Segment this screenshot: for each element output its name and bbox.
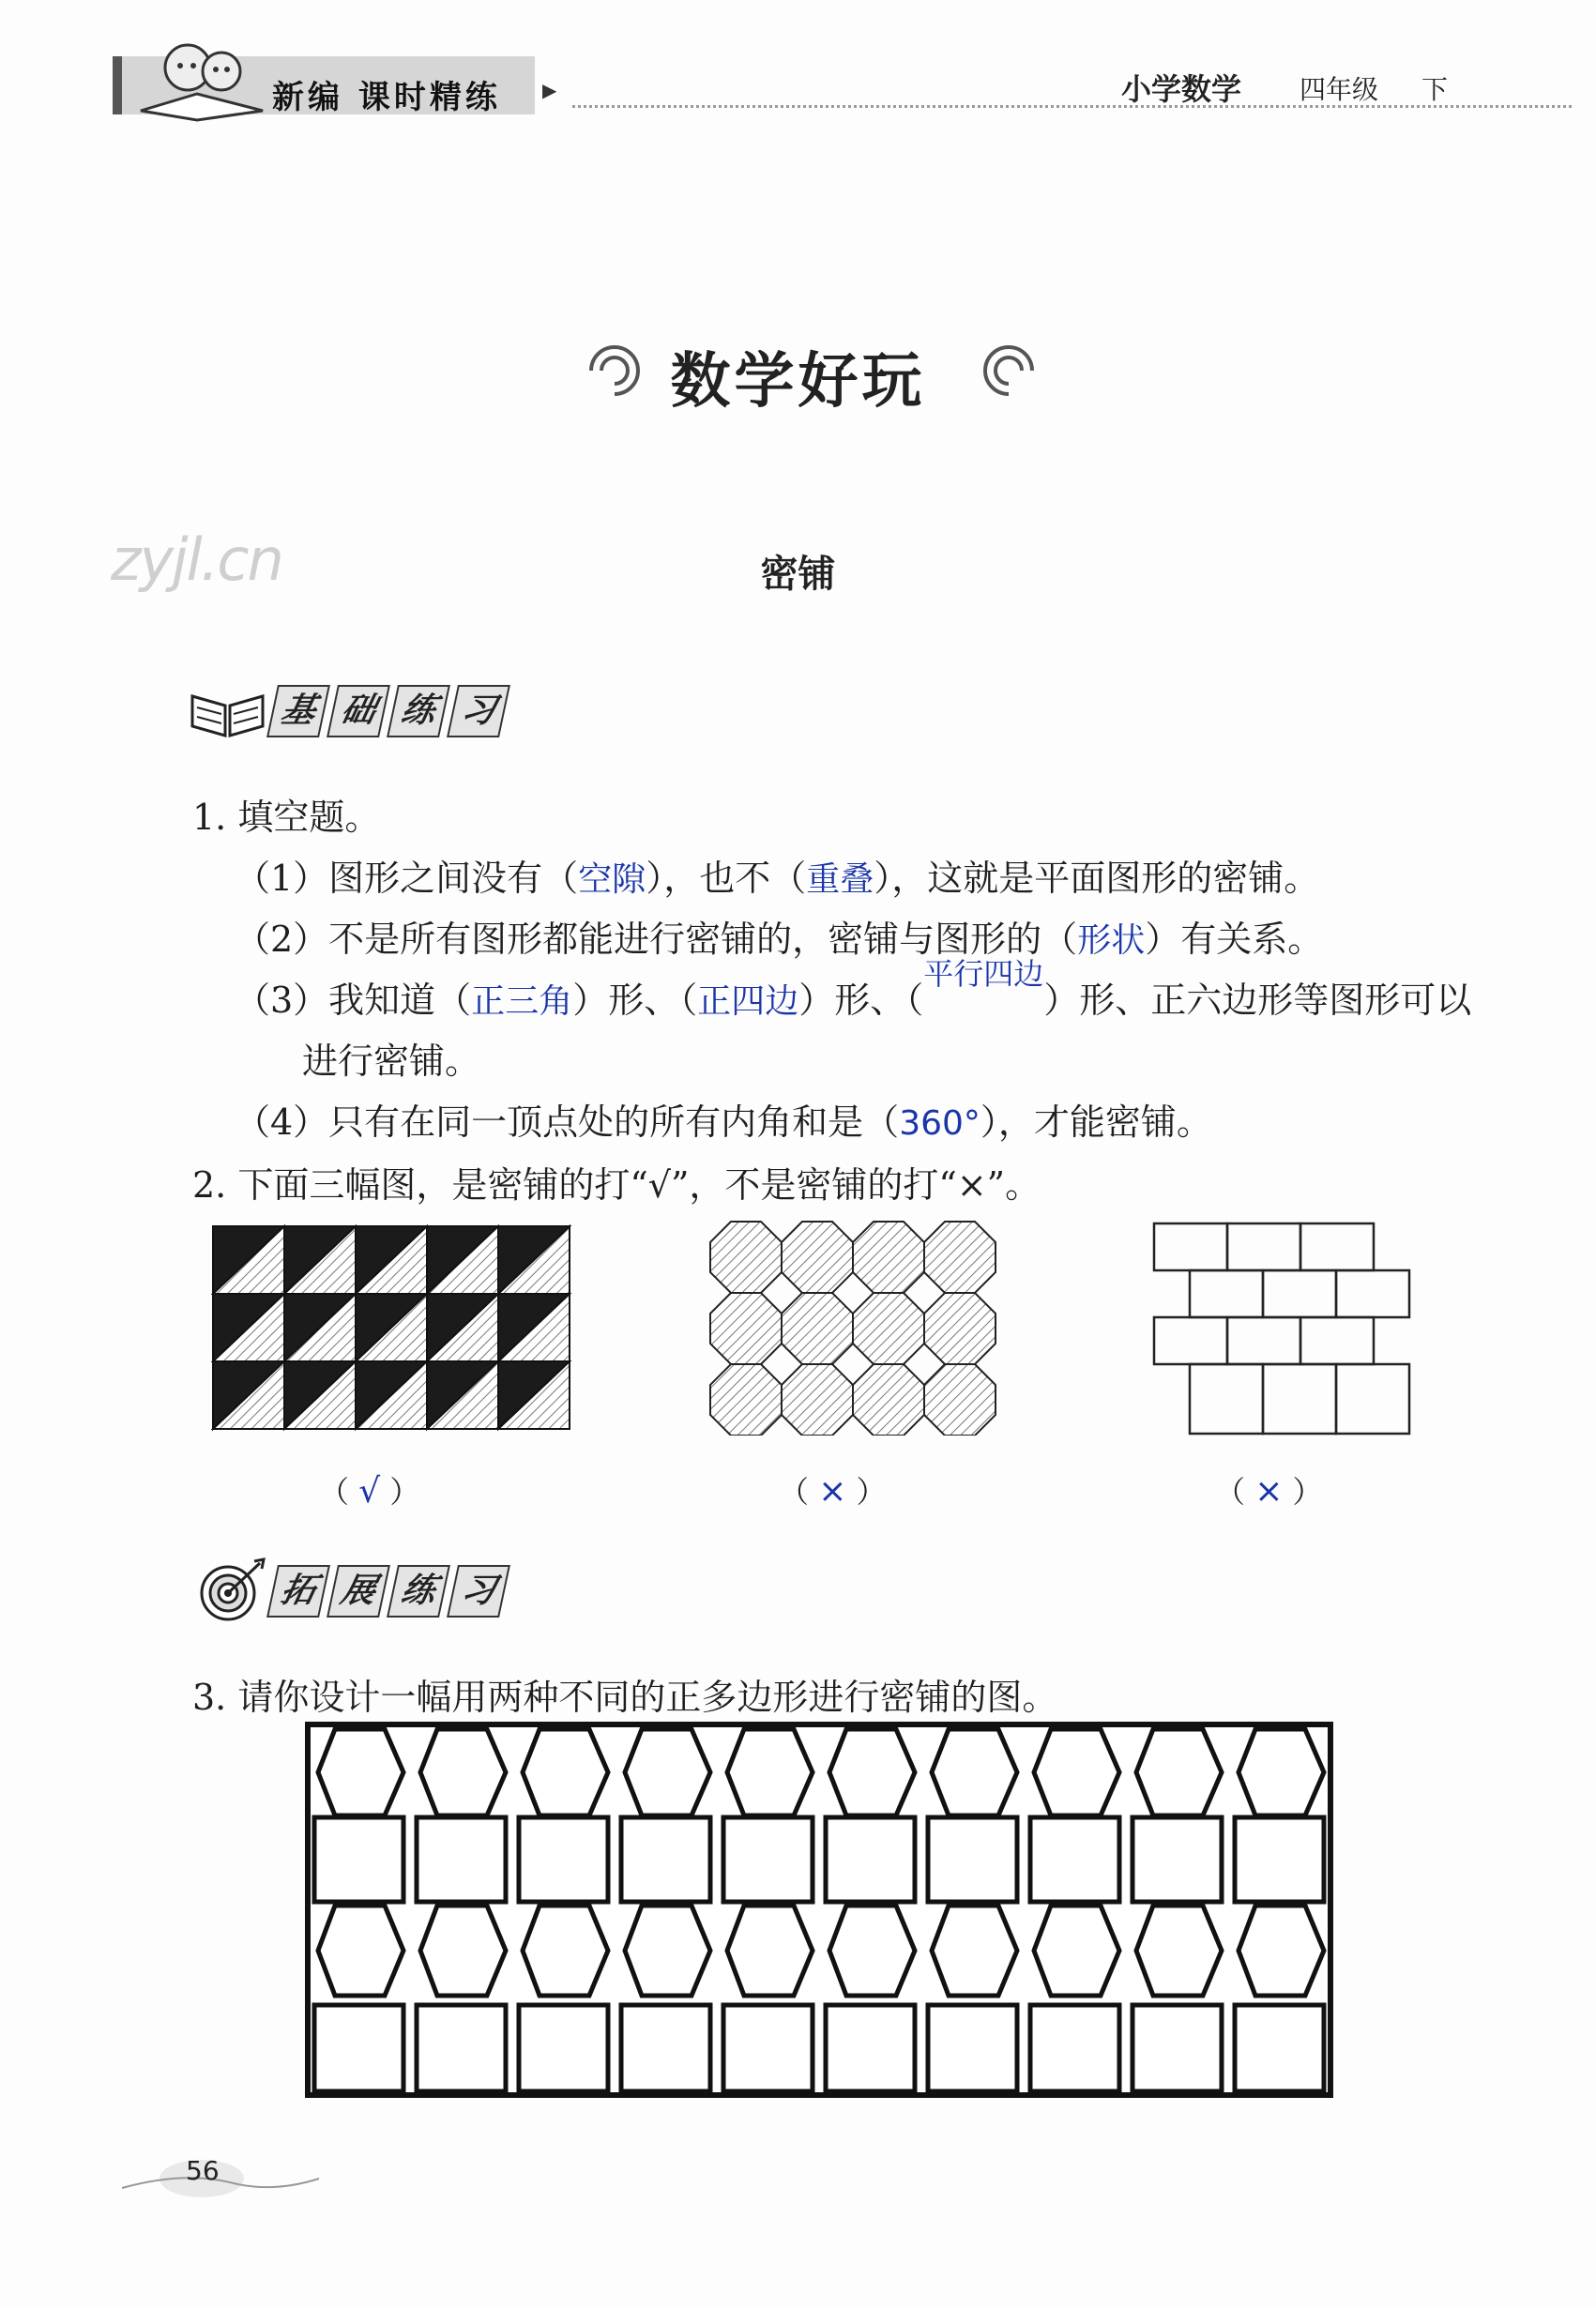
figure-a-answer: （ √ ） [319, 1472, 420, 1511]
hatched-octagon [924, 1364, 996, 1436]
term-label: 下 [1421, 74, 1449, 105]
q1-item-2: （2）不是所有图形都能进行密铺的，密铺与图形的（形状）有关系。 [235, 919, 1324, 960]
hatched-octagon [782, 1364, 853, 1436]
section-extension-practice [272, 1565, 512, 1618]
series-title: 新编 课时精练 [272, 79, 501, 116]
answer-text: 重叠 [806, 860, 874, 899]
figure-c-answer: （ × ） [1215, 1472, 1323, 1511]
hatched-octagon [710, 1364, 782, 1436]
hatched-octagon [853, 1293, 924, 1364]
answer-text: 平行四边 [923, 956, 1044, 992]
q1-item-3: （3）我知道（正三角）形、（正四边）形、（$^{平行四边}$）形、正六边形等图形可以 [235, 956, 1472, 1021]
watermark: zyjl.cn [111, 525, 282, 594]
drawing-hexagon-square-tiling [305, 1722, 1337, 2102]
swirl-ornament-right-icon [976, 338, 1041, 403]
section-char: 础 [327, 685, 390, 737]
hatched-octagon [924, 1222, 996, 1293]
section-char: 基 [266, 685, 330, 737]
answer-text: × [818, 1472, 847, 1511]
figure-octagon-tiling [708, 1220, 999, 1436]
subject-label: 小学数学 [1121, 71, 1242, 107]
open-book-icon [188, 677, 267, 743]
section-char: 拓 [266, 1565, 330, 1618]
triangle-arrow-icon: ▶ [542, 79, 557, 101]
q1-item-3-cont: 进行密铺。 [302, 1041, 481, 1082]
answer-text: × [1254, 1472, 1284, 1511]
hatched-octagon [782, 1222, 853, 1293]
section-char: 习 [447, 685, 510, 737]
section-basic-practice [272, 685, 512, 737]
figure-b-answer: （ × ） [779, 1472, 887, 1511]
section-char: 练 [387, 1565, 450, 1618]
section-char: 展 [327, 1565, 390, 1618]
chapter-title: 数学好玩 [670, 346, 926, 417]
q3-text: 3. 请你设计一幅用两种不同的正多边形进行密铺的图。 [192, 1677, 1058, 1718]
q1-item-1: （1）图形之间没有（空隙），也不（重叠），这就是平面图形的密铺。 [235, 858, 1320, 899]
answer-text: 形状 [1077, 921, 1146, 960]
grade-label: 四年级 [1300, 74, 1379, 105]
hatched-octagon [853, 1222, 924, 1293]
section-char: 习 [447, 1565, 510, 1618]
answer-text: 正四边 [697, 982, 799, 1021]
section-char: 练 [387, 685, 450, 737]
hatched-octagon [853, 1364, 924, 1436]
hatched-octagon [710, 1222, 782, 1293]
q1-item-4: （4）只有在同一顶点处的所有内角和是（360°），才能密铺。 [235, 1101, 1212, 1143]
hatched-octagon [710, 1293, 782, 1364]
figure-rectangle-tiling [1152, 1222, 1420, 1437]
lesson-title: 密铺 [760, 553, 836, 596]
book-mascot-icon [131, 28, 272, 122]
hatched-octagon [924, 1293, 996, 1364]
q2-text: 2. 下面三幅图，是密铺的打“√”，不是密铺的打“×”。 [192, 1164, 1041, 1206]
page-number-ornament [117, 2139, 324, 2205]
answer-text: 空隙 [578, 860, 646, 899]
hatched-octagon [782, 1293, 853, 1364]
page-number: 56 [186, 2155, 220, 2186]
answer-text: 360° [899, 1104, 980, 1143]
q1-heading: 1. 填空题。 [192, 797, 381, 838]
figure-triangle-tiling [211, 1224, 572, 1436]
answer-text: 正三角 [471, 982, 573, 1021]
answer-text: √ [358, 1472, 381, 1511]
target-icon [192, 1557, 267, 1623]
